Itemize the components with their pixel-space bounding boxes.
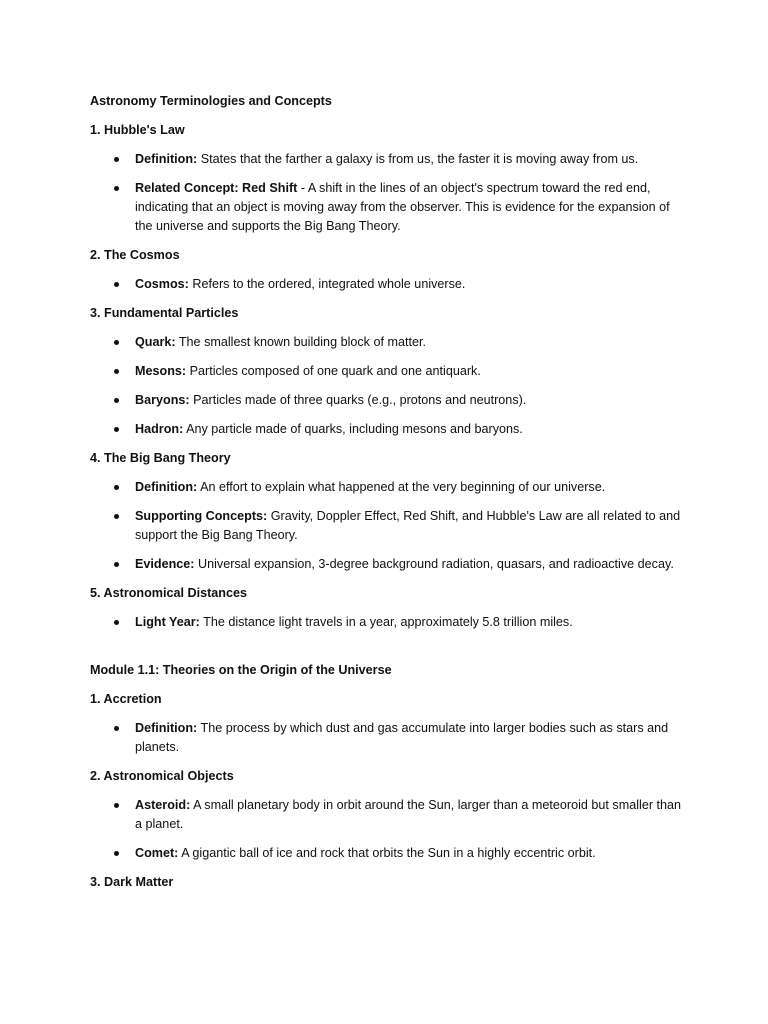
term-label: Baryons: — [135, 393, 190, 407]
term-text: Particles made of three quarks (e.g., protons and neutrons). — [189, 393, 527, 407]
term-text: Any particle made of quarks, including mesons and baryons. — [183, 422, 523, 436]
list-item — [90, 844, 690, 863]
bullet-list-cosmos — [90, 275, 690, 294]
bullet-list-fundamental-particles — [90, 333, 690, 439]
list-item — [90, 719, 690, 757]
section-heading-cosmos: 2. The Cosmos — [90, 248, 180, 262]
bullet-list-astronomical-distances — [90, 613, 690, 632]
list-item — [90, 333, 690, 352]
term-label: Mesons: — [135, 364, 187, 378]
term-label: Definition: — [135, 480, 198, 494]
term-label: Light Year: — [135, 615, 200, 629]
term-text: The distance light travels in a year, approximately 5.8 trillion miles. — [199, 615, 573, 629]
list-item — [90, 420, 690, 439]
module-title: Module 1.1: Theories on the Origin of the Universe — [90, 663, 392, 677]
list-item — [90, 507, 690, 545]
section-heading-big-bang-theory: 4. The Big Bang Theory — [90, 451, 231, 465]
list-item — [90, 150, 690, 169]
term-text: Particles composed of one quark and one antiquark. — [186, 364, 481, 378]
term-text: States that the farther a galaxy is from us, the faster it is moving away from us. — [197, 152, 639, 166]
term-text: - A shift in the lines of an object's spectrum toward the red end, indicating that an object is moving away from the observer. This is evidence for the expansion of the universe and supports the Big Bang Theory. — [135, 181, 670, 233]
document-title: Astronomy Terminologies and Concepts — [90, 94, 332, 108]
section-heading-astronomical-distances: 5. Astronomical Distances — [90, 586, 248, 600]
term-text: Universal expansion, 3-degree background radiation, quasars, and radioactive decay. — [194, 557, 674, 571]
term-text: A gigantic ball of ice and rock that orbits the Sun in a highly eccentric orbit. — [178, 846, 596, 860]
list-item — [90, 362, 690, 381]
list-item — [90, 179, 690, 236]
section-heading-dark-matter: 3. Dark Matter — [90, 875, 174, 889]
bullet-list-accretion — [90, 719, 690, 757]
term-text: An effort to explain what happened at the very beginning of our universe. — [197, 480, 606, 494]
list-item — [90, 275, 690, 294]
section-heading-accretion: 1. Accretion — [90, 692, 162, 706]
term-label: Comet: — [135, 846, 179, 860]
term-label: Evidence: — [135, 557, 195, 571]
section-heading-astronomical-objects: 2. Astronomical Objects — [90, 769, 234, 783]
term-text: The process by which dust and gas accumulate into larger bodies such as stars and planets. — [135, 721, 669, 754]
term-text: The smallest known building block of matter. — [175, 335, 426, 349]
list-item — [90, 555, 690, 574]
list-item — [90, 796, 690, 834]
bullet-list-big-bang-theory — [90, 478, 690, 574]
term-label: Quark: — [135, 335, 176, 349]
term-label: Definition: — [135, 721, 198, 735]
section-spacer — [90, 642, 690, 661]
term-label: Supporting Concepts: — [135, 509, 268, 523]
term-label: Definition: — [135, 152, 198, 166]
term-label: Cosmos: — [135, 277, 189, 291]
list-item — [90, 391, 690, 410]
section-heading-hubbles-law: 1. Hubble's Law — [90, 123, 185, 137]
list-item — [90, 613, 690, 632]
term-label: Asteroid: — [135, 798, 191, 812]
section-heading-fundamental-particles: 3. Fundamental Particles — [90, 306, 239, 320]
document-page — [90, 92, 690, 902]
term-label: Hadron: — [135, 422, 184, 436]
bullet-list-astronomical-objects — [90, 796, 690, 863]
term-label: Related Concept: Red Shift — [135, 181, 298, 195]
term-text: A small planetary body in orbit around the Sun, larger than a meteoroid but smaller than a planet. — [135, 798, 682, 831]
term-text: Refers to the ordered, integrated whole universe. — [188, 277, 466, 291]
term-text: Gravity, Doppler Effect, Red Shift, and Hubble's Law are all related to and support the Big Bang Theory. — [135, 509, 681, 542]
list-item — [90, 478, 690, 497]
bullet-list-hubbles-law — [90, 150, 690, 236]
